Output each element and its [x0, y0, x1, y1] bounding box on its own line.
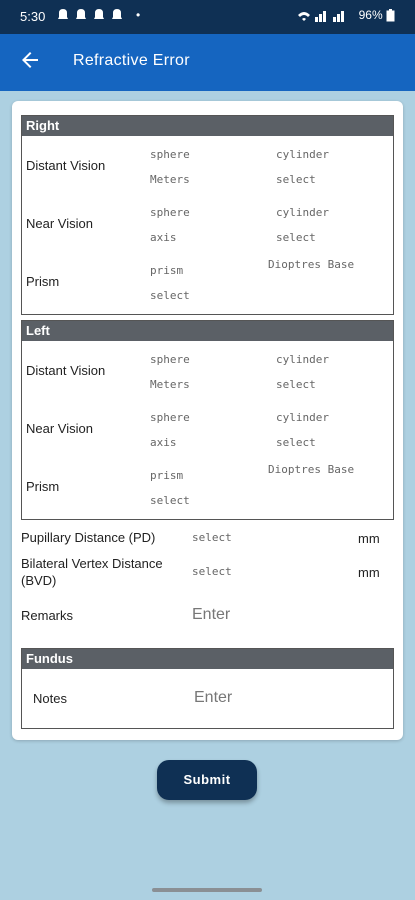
- bvd-unit: mm: [358, 565, 380, 580]
- axis-field[interactable]: axis: [150, 436, 177, 449]
- battery-percent: 96%: [358, 8, 383, 22]
- select-field[interactable]: select: [276, 378, 316, 391]
- meters-field[interactable]: Meters: [150, 173, 190, 186]
- row-label: Distant Vision: [26, 363, 106, 378]
- left-section-header: Left: [22, 321, 393, 341]
- submit-button[interactable]: Submit: [157, 760, 257, 800]
- prism-field[interactable]: prism: [150, 264, 184, 277]
- status-right: [297, 8, 395, 23]
- pd-select[interactable]: select: [192, 531, 232, 544]
- axis-field[interactable]: axis: [150, 231, 177, 244]
- left-distant-vision-row: [22, 341, 393, 399]
- pd-label: Pupillary Distance (PD): [21, 530, 156, 545]
- bvd-label-line2: (BVD): [21, 573, 57, 588]
- bvd-label-line1: Bilateral Vertex Distance: [21, 556, 163, 571]
- left-prism-row: [22, 457, 393, 515]
- notes-label: Notes: [33, 691, 67, 706]
- bell-icon: [57, 8, 127, 22]
- status-time: 5:30: [20, 9, 46, 24]
- dioptres-base-field[interactable]: Dioptres Base: [268, 463, 355, 476]
- sphere-field[interactable]: sphere: [150, 411, 190, 424]
- row-label: Distant Vision: [26, 158, 106, 173]
- app-bar: [0, 34, 415, 91]
- pd-unit: mm: [358, 531, 380, 546]
- status-bar: [0, 0, 415, 34]
- row-label: Prism: [26, 479, 60, 494]
- cylinder-field[interactable]: cylinder: [276, 411, 329, 424]
- meters-field[interactable]: Meters: [150, 378, 190, 391]
- left-near-vision-row: [22, 399, 393, 457]
- right-distant-vision-row: [22, 136, 393, 194]
- fundus-section: [21, 648, 394, 729]
- right-prism-row: [22, 252, 393, 310]
- battery-icon: [386, 9, 395, 22]
- row-label: Near Vision: [26, 421, 93, 436]
- select-field[interactable]: select: [276, 173, 316, 186]
- prism-field[interactable]: prism: [150, 469, 184, 482]
- notification-icons: [57, 8, 127, 25]
- signal-icon: [297, 9, 355, 23]
- remarks-label: Remarks: [21, 608, 74, 623]
- page-title: Refractive Error: [73, 52, 190, 69]
- right-eye-section: [21, 115, 394, 315]
- right-near-vision-row: [22, 194, 393, 252]
- sphere-field[interactable]: sphere: [150, 206, 190, 219]
- bvd-select[interactable]: select: [192, 565, 232, 578]
- right-section-header: Right: [22, 116, 393, 136]
- fundus-section-header: Fundus: [22, 649, 393, 669]
- select-field[interactable]: select: [150, 289, 190, 302]
- home-indicator[interactable]: [152, 888, 262, 892]
- sphere-field[interactable]: sphere: [150, 353, 190, 366]
- remarks-input[interactable]: Enter: [192, 606, 231, 623]
- left-eye-section: [21, 320, 394, 520]
- select-field[interactable]: select: [150, 494, 190, 507]
- cylinder-field[interactable]: cylinder: [276, 206, 329, 219]
- select-field[interactable]: select: [276, 436, 316, 449]
- select-field[interactable]: select: [276, 231, 316, 244]
- back-arrow-icon[interactable]: [18, 48, 42, 72]
- form-card: [12, 101, 403, 740]
- dot-icon: •: [136, 8, 141, 22]
- row-label: Near Vision: [26, 216, 93, 231]
- dioptres-base-field[interactable]: Dioptres Base: [268, 258, 355, 271]
- notes-input[interactable]: Enter: [194, 689, 233, 706]
- row-label: Prism: [26, 274, 60, 289]
- cylinder-field[interactable]: cylinder: [276, 148, 329, 161]
- cylinder-field[interactable]: cylinder: [276, 353, 329, 366]
- sphere-field[interactable]: sphere: [150, 148, 190, 161]
